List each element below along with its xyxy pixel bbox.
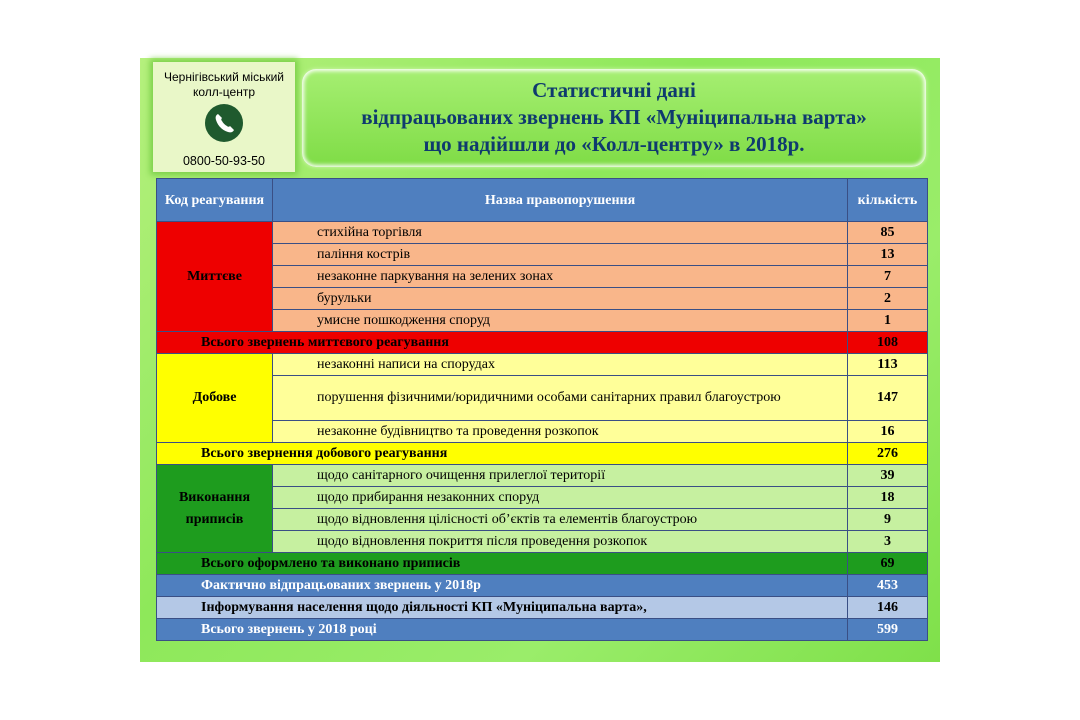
offense-count: 39 — [848, 465, 928, 487]
offense-count: 113 — [848, 354, 928, 376]
table-row — [157, 354, 928, 376]
summary-value: 453 — [848, 575, 928, 597]
offense-name: щодо відновлення цілісності об’єктів та елементів благоустрою — [273, 509, 848, 531]
group-total-label: Всього звернень миттєвого реагування — [157, 332, 848, 354]
header-code: Код реагування — [157, 179, 273, 222]
group-code: Добове — [157, 354, 273, 443]
statistics-table — [156, 178, 928, 641]
phone-number: 0800-50-93-50 — [182, 154, 265, 168]
offense-count: 18 — [848, 487, 928, 509]
offense-name: бурульки — [273, 288, 848, 310]
group-total-value: 69 — [848, 553, 928, 575]
offense-count: 7 — [848, 266, 928, 288]
title-line3: що надійшли до «Колл-центру» в 2018р. — [423, 132, 805, 156]
offense-name: щодо санітарного очищення прилеглої території — [273, 465, 848, 487]
header-count: кількість — [848, 179, 928, 222]
table-row — [157, 421, 928, 443]
group-code: Виконання приписів — [157, 465, 273, 553]
group-total-label: Всього оформлено та виконано приписів — [157, 553, 848, 575]
group-total-row — [157, 332, 928, 354]
group-total-value: 276 — [848, 443, 928, 465]
summary-label: Фактично відпрацьованих звернень у 2018р — [157, 575, 848, 597]
summary-row — [157, 597, 928, 619]
offense-count: 16 — [848, 421, 928, 443]
call-center-logo — [153, 62, 295, 172]
offense-count: 9 — [848, 509, 928, 531]
logo-line1: Чернігівський міський — [164, 70, 284, 84]
phone-icon — [205, 104, 243, 142]
table-row — [157, 310, 928, 332]
offense-name: щодо відновлення покриття після проведення розкопок — [273, 531, 848, 553]
summary-label: Інформування населення щодо діяльності КП «Муніципальна варта», — [157, 597, 848, 619]
offense-count: 3 — [848, 531, 928, 553]
group-total-label: Всього звернення добового реагування — [157, 443, 848, 465]
group-total-row — [157, 553, 928, 575]
slide — [140, 58, 940, 662]
logo-text — [153, 70, 295, 100]
summary-value: 599 — [848, 619, 928, 641]
table-row — [157, 509, 928, 531]
table-row — [157, 288, 928, 310]
offense-name: незаконне паркування на зелених зонах — [273, 266, 848, 288]
group-total-value: 108 — [848, 332, 928, 354]
table-row — [157, 465, 928, 487]
table-row — [157, 376, 928, 421]
table-row — [157, 487, 928, 509]
table-header — [157, 179, 928, 222]
summary-label: Всього звернень у 2018 році — [157, 619, 848, 641]
title-line2: відпрацьованих звернень КП «Муніципальна варта» — [361, 105, 867, 129]
offense-count: 85 — [848, 222, 928, 244]
summary-row — [157, 619, 928, 641]
logo-line2: колл-центр — [192, 85, 255, 99]
table-row — [157, 531, 928, 553]
title-line1: Статистичні дані — [532, 78, 696, 102]
offense-name: незаконні написи на спорудах — [273, 354, 848, 376]
header-name: Назва правопорушення — [273, 179, 848, 222]
summary-value: 146 — [848, 597, 928, 619]
group-code: Миттєве — [157, 222, 273, 332]
offense-count: 2 — [848, 288, 928, 310]
offense-name: порушення фізичними/юридичними особами санітарних правил благоустрою — [273, 376, 848, 421]
offense-name: паління кострів — [273, 244, 848, 266]
summary-row — [157, 575, 928, 597]
offense-name: незаконне будівництво та проведення розкопок — [273, 421, 848, 443]
offense-name: умисне пошкодження споруд — [273, 310, 848, 332]
table-row — [157, 222, 928, 244]
table-row — [157, 266, 928, 288]
group-total-row — [157, 443, 928, 465]
table-row — [157, 244, 928, 266]
offense-count: 13 — [848, 244, 928, 266]
offense-name: щодо прибирання незаконних споруд — [273, 487, 848, 509]
offense-name: стихійна торгівля — [273, 222, 848, 244]
page-title — [302, 69, 926, 167]
offense-count: 1 — [848, 310, 928, 332]
offense-count: 147 — [848, 376, 928, 421]
